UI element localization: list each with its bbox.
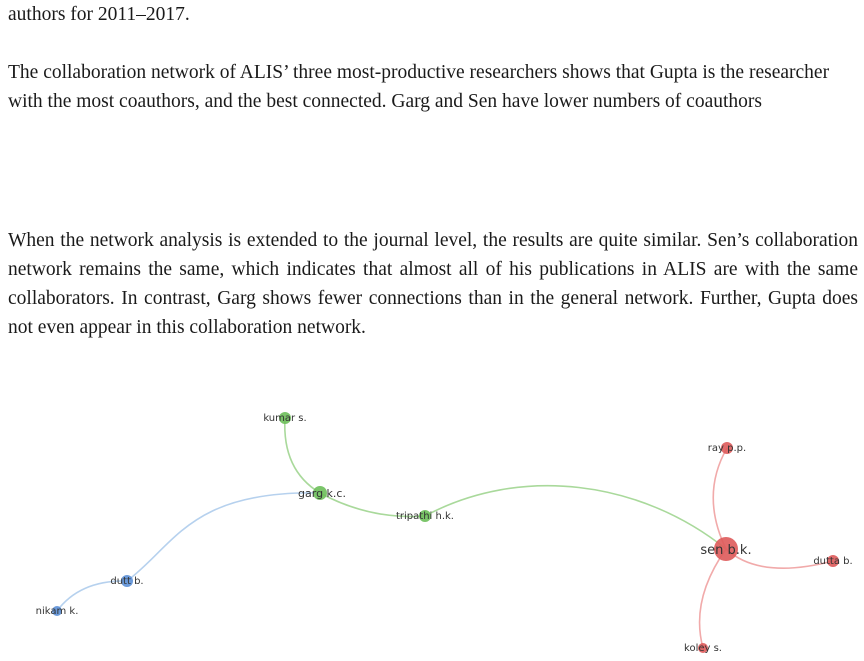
node-label-nikam: nikam k. [35, 606, 79, 617]
edge-ray-sen [713, 448, 727, 549]
node-label-koley: koley s. [684, 643, 722, 654]
node-label-sen: sen b.k. [700, 543, 752, 558]
edge-garg-dutt [127, 493, 320, 581]
node-label-kumar: kumar s. [263, 413, 307, 424]
edge-tripathi-sen [425, 486, 726, 549]
paragraph-intro-fragment: authors for 2011–2017. [8, 4, 190, 25]
edge-kumar-garg [285, 418, 320, 493]
node-label-tripathi: tripathi h.k. [396, 511, 454, 522]
node-label-dutt: dutt b. [110, 576, 144, 587]
paragraph-journal-level: When the network analysis is extended to the journal level, the results are quite similar. Sen’s collaboration network remains the same, which indicates that almost all of his publications in ALIS are with the same collaborators. In contrast, Garg shows fewer connections than in the general network. Further, Gupta does not even appear in this collaboration network. [8, 230, 858, 338]
node-label-ray: ray p.p. [707, 443, 747, 454]
node-label-garg: garg k.c. [298, 487, 346, 500]
coauthorship-network [0, 380, 864, 661]
node-label-dutta: dutta b. [813, 556, 853, 567]
edge-sen-koley [700, 549, 726, 648]
paragraph-collaboration-network: The collaboration network of ALIS’ three most-productive researchers shows that Gupta is the researcher with the most coauthors, and the best connected. Garg and Sen have lower numbers of coauthors [8, 62, 830, 112]
network-labels [36, 413, 853, 654]
